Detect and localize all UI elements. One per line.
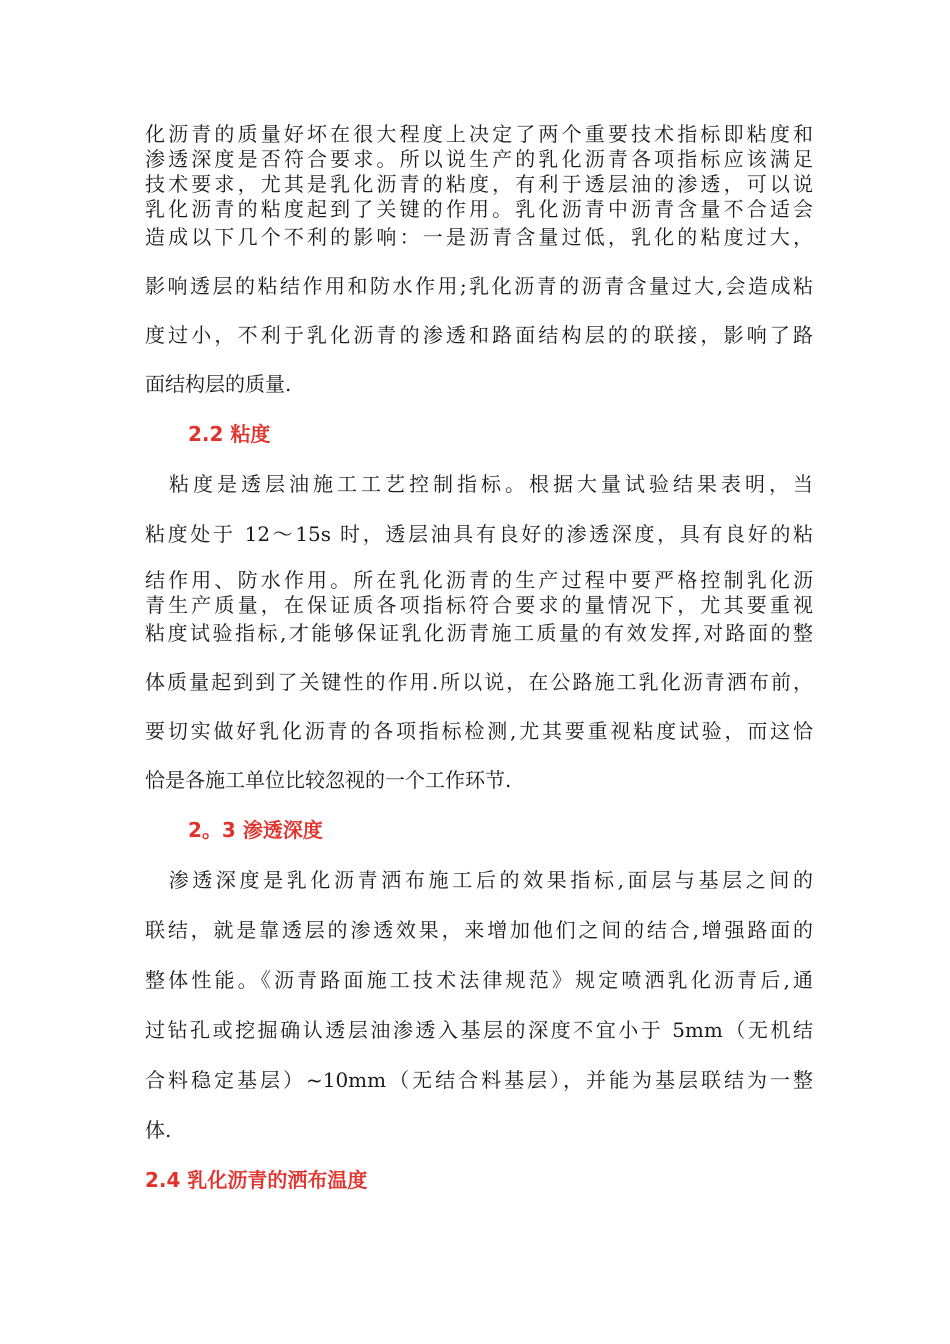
section-2-2 — [145, 419, 813, 795]
text-line: 恰是各施工单位比较忽视的一个工作环节. — [145, 768, 512, 792]
section-heading: 2。3 渗透深度 — [188, 818, 323, 842]
text-line: 青生产质量，在保证质各项指标符合要求的量情况下，尤其要重视 — [145, 593, 813, 617]
text-line: 结作用、防水作用。所在乳化沥青的生产过程中要严格控制乳化沥 — [145, 568, 813, 592]
text-line: 渗透深度是否符合要求。所以说生产的乳化沥青各项指标应该满足 — [145, 147, 813, 171]
text-line: 体质量起到到了关键性的作用.所以说，在公路施工乳化沥青洒布前， — [145, 670, 813, 694]
text-line: 渗透深度是乳化沥青洒布施工后的效果指标,面层与基层之间的 — [145, 868, 813, 892]
text-line: 体. — [145, 1118, 172, 1142]
text-line: 过钻孔或挖掘确认透层油渗透入基层的深度不宜小于 5mm（无机结 — [145, 1018, 813, 1042]
document-body — [145, 122, 813, 1195]
text-line: 乳化沥青的粘度起到了关键的作用。乳化沥青中沥青含量不合适会 — [145, 197, 813, 221]
text-line: 面结构层的质量. — [145, 372, 292, 396]
text-line: 度过小，不利于乳化沥青的渗透和路面结构层的的联接，影响了路 — [145, 323, 813, 347]
section-heading: 2.4 乳化沥青的洒布温度 — [145, 1168, 368, 1192]
section-heading: 2.2 粘度 — [188, 422, 271, 446]
intro-paragraph — [145, 122, 813, 399]
text-line: 整体性能。《沥青路面施工技术法律规范》规定喷洒乳化沥青后,通 — [145, 968, 813, 992]
section-2-3 — [145, 815, 813, 1145]
text-line: 联结，就是靠透层的渗透效果，来增加他们之间的结合,增强路面的 — [145, 918, 813, 942]
text-line: 造成以下几个不利的影响：一是沥青含量过低，乳化的粘度过大， — [145, 225, 813, 249]
text-line: 粘度处于 12～15s 时，透层油具有良好的渗透深度，具有良好的粘 — [145, 522, 813, 546]
section-2-4 — [145, 1165, 813, 1195]
text-line: 化沥青的质量好坏在很大程度上决定了两个重要技术指标即粘度和 — [145, 122, 813, 146]
text-line: 合料稳定基层）~10mm（无结合料基层），并能为基层联结为一整 — [145, 1068, 813, 1092]
text-line: 粘度是透层油施工工艺控制指标。根据大量试验结果表明，当 — [145, 472, 813, 496]
text-line: 要切实做好乳化沥青的各项指标检测,尤其要重视粘度试验，而这恰 — [145, 719, 813, 743]
text-line: 技术要求，尤其是乳化沥青的粘度，有利于透层油的渗透，可以说 — [145, 172, 813, 196]
text-line: 粘度试验指标,才能够保证乳化沥青施工质量的有效发挥,对路面的整 — [145, 621, 813, 645]
text-line: 影响透层的粘结作用和防水作用;乳化沥青的沥青含量过大,会造成粘 — [145, 274, 813, 298]
